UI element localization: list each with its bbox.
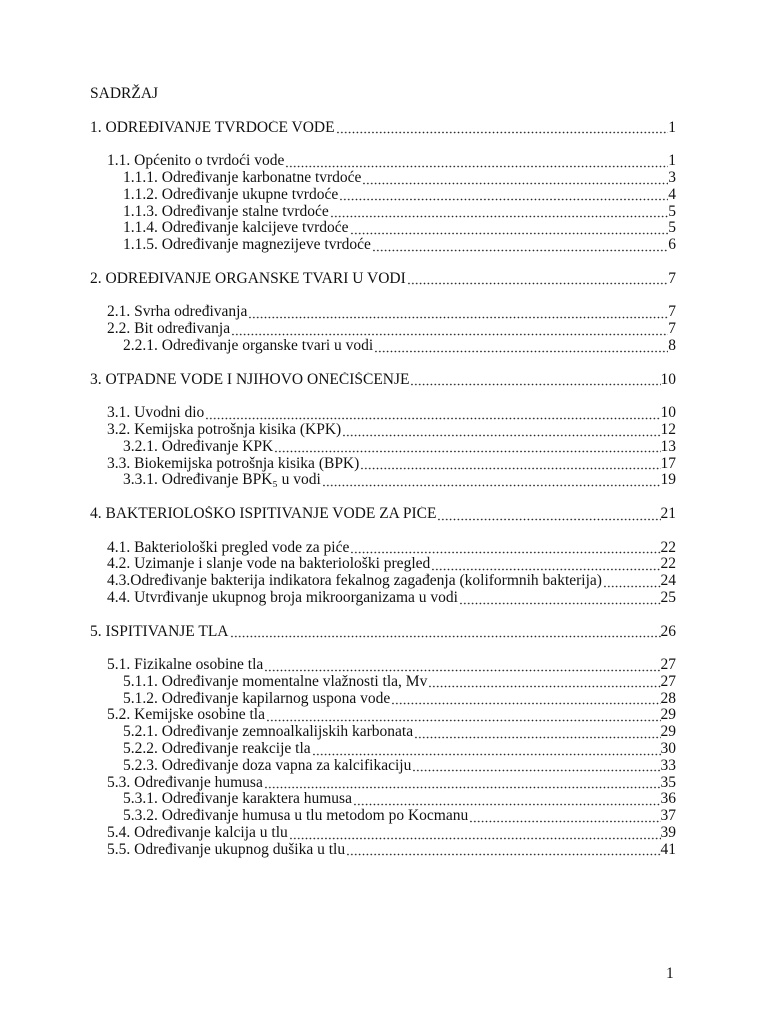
toc-subsection (90, 472, 676, 489)
toc-entry-label: 3.2. Kemijska potrošnja kisika (KPK) (107, 421, 342, 438)
toc-entry-label: 5. ISPITIVANJE TLA (90, 623, 229, 640)
toc-section (90, 775, 676, 792)
toc-subsection (90, 170, 676, 187)
toc-page-number: 10 (660, 405, 676, 422)
toc-entry-label: 3.2.1. Određivanje KPK (123, 438, 274, 455)
dot-leader (341, 422, 660, 439)
toc-section (90, 422, 676, 439)
dot-leader (406, 271, 668, 288)
toc-page-number: 6 (668, 237, 676, 254)
toc-page-number: 33 (660, 757, 676, 774)
toc-page-number: 27 (660, 657, 676, 674)
toc-page-number: 30 (660, 741, 676, 758)
toc-entry-label: 1.1. Općenito o tvrdoći vode (107, 153, 285, 170)
toc-entry-label: 2.2. Bit određivanja (107, 321, 231, 338)
dot-leader (263, 775, 661, 792)
toc-page-number: 13 (660, 438, 676, 455)
toc-subsection (90, 439, 676, 456)
toc-page-number: 7 (668, 270, 676, 287)
toc-entry-label: 3.3.1. Određivanje BPK₅ u vodi (123, 472, 321, 489)
toc-entry-label: 5.4. Određivanje kalcija u tlu (107, 825, 288, 842)
toc-entry-label: 2. ODREĐIVANJE ORGANSKE TVARI U VODI (90, 270, 406, 287)
dot-leader (371, 237, 668, 254)
toc-subsection (90, 187, 676, 204)
dot-leader (468, 808, 660, 825)
toc-section (90, 540, 676, 557)
toc-entry-label: 5.3.2. Određivanje humusa u tlu metodom po Kocmanu (123, 808, 469, 825)
toc-page-number: 29 (660, 724, 676, 741)
toc-chapter (90, 624, 676, 641)
table-of-contents (90, 86, 676, 859)
toc-page-number: 39 (660, 825, 676, 842)
toc-page-number: 5 (668, 220, 676, 237)
toc-entry-label: 4. BAKTERIOLOŠKO ISPITIVANJE VODE ZA PIĆE (90, 505, 437, 522)
toc-subsection (90, 338, 676, 355)
toc-page-number: 3 (668, 169, 676, 186)
dot-leader (229, 624, 661, 641)
toc-page-number: 27 (660, 673, 676, 690)
dot-leader (247, 304, 668, 321)
dot-leader (430, 556, 660, 573)
dot-leader (602, 573, 661, 590)
toc-page-number: 17 (660, 455, 676, 472)
toc-subsection (90, 791, 676, 808)
dot-leader (413, 724, 660, 741)
dot-leader (288, 825, 661, 842)
toc-entry-label: 2.2.1. Određivanje organske tvari u vodi (123, 337, 374, 354)
toc-page-number: 5 (668, 203, 676, 220)
toc-chapter (90, 271, 676, 288)
toc-section (90, 825, 676, 842)
toc-subsection (90, 691, 676, 708)
toc-page-number: 36 (660, 791, 676, 808)
dot-leader (335, 120, 669, 137)
toc-entry-label: 1.1.5. Određivanje magnezijeve tvrdoće (123, 237, 371, 254)
toc-entry-label: 1. ODREĐIVANJE TVRDOĆE VODE (90, 119, 335, 136)
dot-leader (338, 187, 668, 204)
toc-entry-label: 5.2.2. Određivanje reakcije tla (123, 741, 311, 758)
toc-section (90, 657, 676, 674)
toc-entry-label: 5.2.3. Određivanje doza vapna za kalcifikaciju (123, 757, 412, 774)
toc-subsection (90, 204, 676, 221)
toc-section (90, 321, 676, 338)
toc-subsection (90, 237, 676, 254)
toc-entry-label: 4.4. Utvrđivanje ukupnog broja mikroorganizama u vodi (107, 589, 458, 606)
toc-chapter (90, 506, 676, 523)
toc-page-number: 21 (660, 505, 676, 522)
toc-entry-label: 5.2.1. Određivanje zemnoalkalijskih karbonata (123, 724, 414, 741)
toc-entry-label: 3.3. Biokemijska potrošnja kisika (BPK) (107, 455, 360, 472)
dot-leader (329, 204, 669, 221)
dot-leader (345, 842, 660, 859)
toc-heading: SADRŽAJ (90, 85, 159, 102)
dot-leader (390, 691, 660, 708)
toc-section (90, 304, 676, 321)
dot-leader (230, 321, 668, 338)
toc-page-number: 22 (660, 539, 676, 556)
toc-subsection (90, 808, 676, 825)
dot-leader (349, 540, 660, 557)
toc-entry-label: 3.1. Uvodni dio (107, 405, 205, 422)
toc-page-number: 12 (660, 421, 676, 438)
toc-entry-label: 1.1.3. Određivanje stalne tvrdoće (123, 203, 329, 220)
dot-leader (265, 707, 661, 724)
toc-section (90, 556, 676, 573)
toc-entry-label: 4.3.Određivanje bakterija indikatora fekalnog zagađenja (koliformnih bakterija) (107, 573, 602, 590)
dot-leader (263, 657, 660, 674)
toc-entry-label: 1.1.1. Određivanje karbonatne tvrdoće (123, 169, 362, 186)
toc-page-number: 19 (660, 472, 676, 489)
toc-page-number: 28 (660, 690, 676, 707)
toc-page-number: 22 (660, 556, 676, 573)
toc-page-number: 37 (660, 808, 676, 825)
toc-section (90, 456, 676, 473)
toc-section (90, 842, 676, 859)
dot-leader (436, 506, 660, 523)
dot-leader (204, 405, 660, 422)
toc-entry-label: 4.2. Uzimanje i slanje vode na bakteriološki pregled (107, 556, 431, 573)
toc-section (90, 573, 676, 590)
footer-page-number: 1 (666, 965, 674, 982)
toc-page-number: 10 (660, 371, 676, 388)
toc-entry-label: 5.1.1. Određivanje momentalne vlažnosti tla, Mv (123, 673, 428, 690)
toc-subsection (90, 724, 676, 741)
toc-section (90, 153, 676, 170)
toc-entry-label: 2.1. Svrha određivanja (107, 304, 248, 321)
toc-page-number: 24 (660, 573, 676, 590)
dot-leader (359, 456, 660, 473)
dot-leader (352, 791, 661, 808)
toc-page-number: 1 (668, 119, 676, 136)
toc-page-number: 25 (660, 589, 676, 606)
toc-entry-label: 4.1. Bakteriološki pregled vode za piće (107, 539, 350, 556)
toc-entry-label: 5.5. Određivanje ukupnog dušika u tlu (107, 841, 346, 858)
toc-entry-label: 1.1.2. Određivanje ukupne tvrdoće (123, 186, 339, 203)
toc-subsection (90, 758, 676, 775)
toc-entry-label: 5.2. Kemijske osobine tla (107, 707, 265, 724)
toc-subsection (90, 674, 676, 691)
toc-page-number: 35 (660, 774, 676, 791)
toc-chapter (90, 372, 676, 389)
toc-page-number: 7 (668, 304, 676, 321)
toc-page-number: 1 (668, 153, 676, 170)
dot-leader (311, 741, 661, 758)
toc-subsection (90, 741, 676, 758)
toc-page-number: 4 (668, 186, 676, 203)
dot-leader (273, 439, 660, 456)
toc-entry-label: 5.3. Određivanje humusa (107, 774, 263, 791)
dot-leader (427, 674, 660, 691)
toc-entry-label: 5.1.2. Određivanje kapilarnog uspona vode (123, 690, 391, 707)
toc-entry-label: 3. OTPADNE VODE I NJIHOVO ONEČIŠĆENJE (90, 371, 410, 388)
toc-section (90, 405, 676, 422)
toc-page-number: 26 (660, 623, 676, 640)
dot-leader (284, 153, 668, 170)
dot-leader (373, 338, 668, 355)
toc-section (90, 707, 676, 724)
toc-page-number: 29 (660, 707, 676, 724)
toc-entry-label: 5.1. Fizikalne osobine tla (107, 657, 264, 674)
dot-leader (321, 472, 661, 489)
toc-chapter (90, 120, 676, 137)
toc-entry-label: 5.3.1. Određivanje karaktera humusa (123, 791, 352, 808)
dot-leader (349, 220, 669, 237)
dot-leader (458, 590, 661, 607)
toc-subsection (90, 220, 676, 237)
dot-leader (409, 372, 660, 389)
toc-page-number: 8 (668, 337, 676, 354)
toc-page-number: 41 (660, 841, 676, 858)
toc-page-number: 7 (668, 321, 676, 338)
dot-leader (361, 170, 668, 187)
dot-leader (411, 758, 660, 775)
toc-entry-label: 1.1.4. Određivanje kalcijeve tvrdoće (123, 220, 349, 237)
toc-section (90, 590, 676, 607)
